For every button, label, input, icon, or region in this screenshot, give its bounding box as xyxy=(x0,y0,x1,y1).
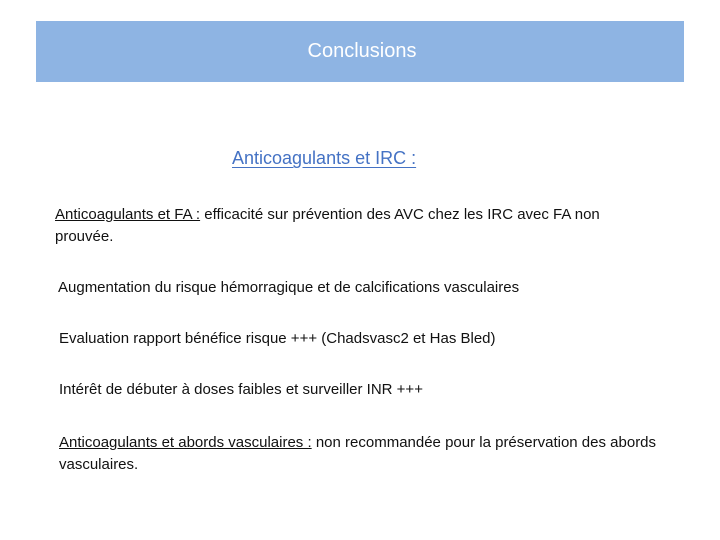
paragraph-text: Evaluation rapport bénéfice risque +++ (Chadsvasc2 et Has Bled) xyxy=(59,330,496,347)
paragraph-text: non recommandée pour la préservation des abords vasculaires. xyxy=(59,434,657,473)
paragraph-lead: Anticoagulants et FA : xyxy=(55,206,201,223)
paragraph-text: Augmentation du risque hémorragique et de calcifications vasculaires xyxy=(58,279,520,296)
paragraph-text: Intérêt de débuter à doses faibles et surveiller INR +++ xyxy=(59,381,423,398)
paragraph-benefice-risque xyxy=(59,328,659,350)
paragraph-doses-faibles xyxy=(59,379,659,401)
section-subtitle: Anticoagulants et IRC : xyxy=(232,148,417,168)
paragraph-anticoagulants-fa xyxy=(55,204,655,248)
slide-title: Conclusions xyxy=(307,40,417,62)
paragraph-abords-vasculaires xyxy=(59,432,659,476)
paragraph-risque-hemorragique xyxy=(58,277,658,299)
paragraph-text: efficacité sur prévention des AVC chez les IRC avec FA non prouvée. xyxy=(55,206,600,245)
paragraph-lead: Anticoagulants et abords vasculaires : xyxy=(59,434,312,451)
title-banner xyxy=(36,21,684,82)
